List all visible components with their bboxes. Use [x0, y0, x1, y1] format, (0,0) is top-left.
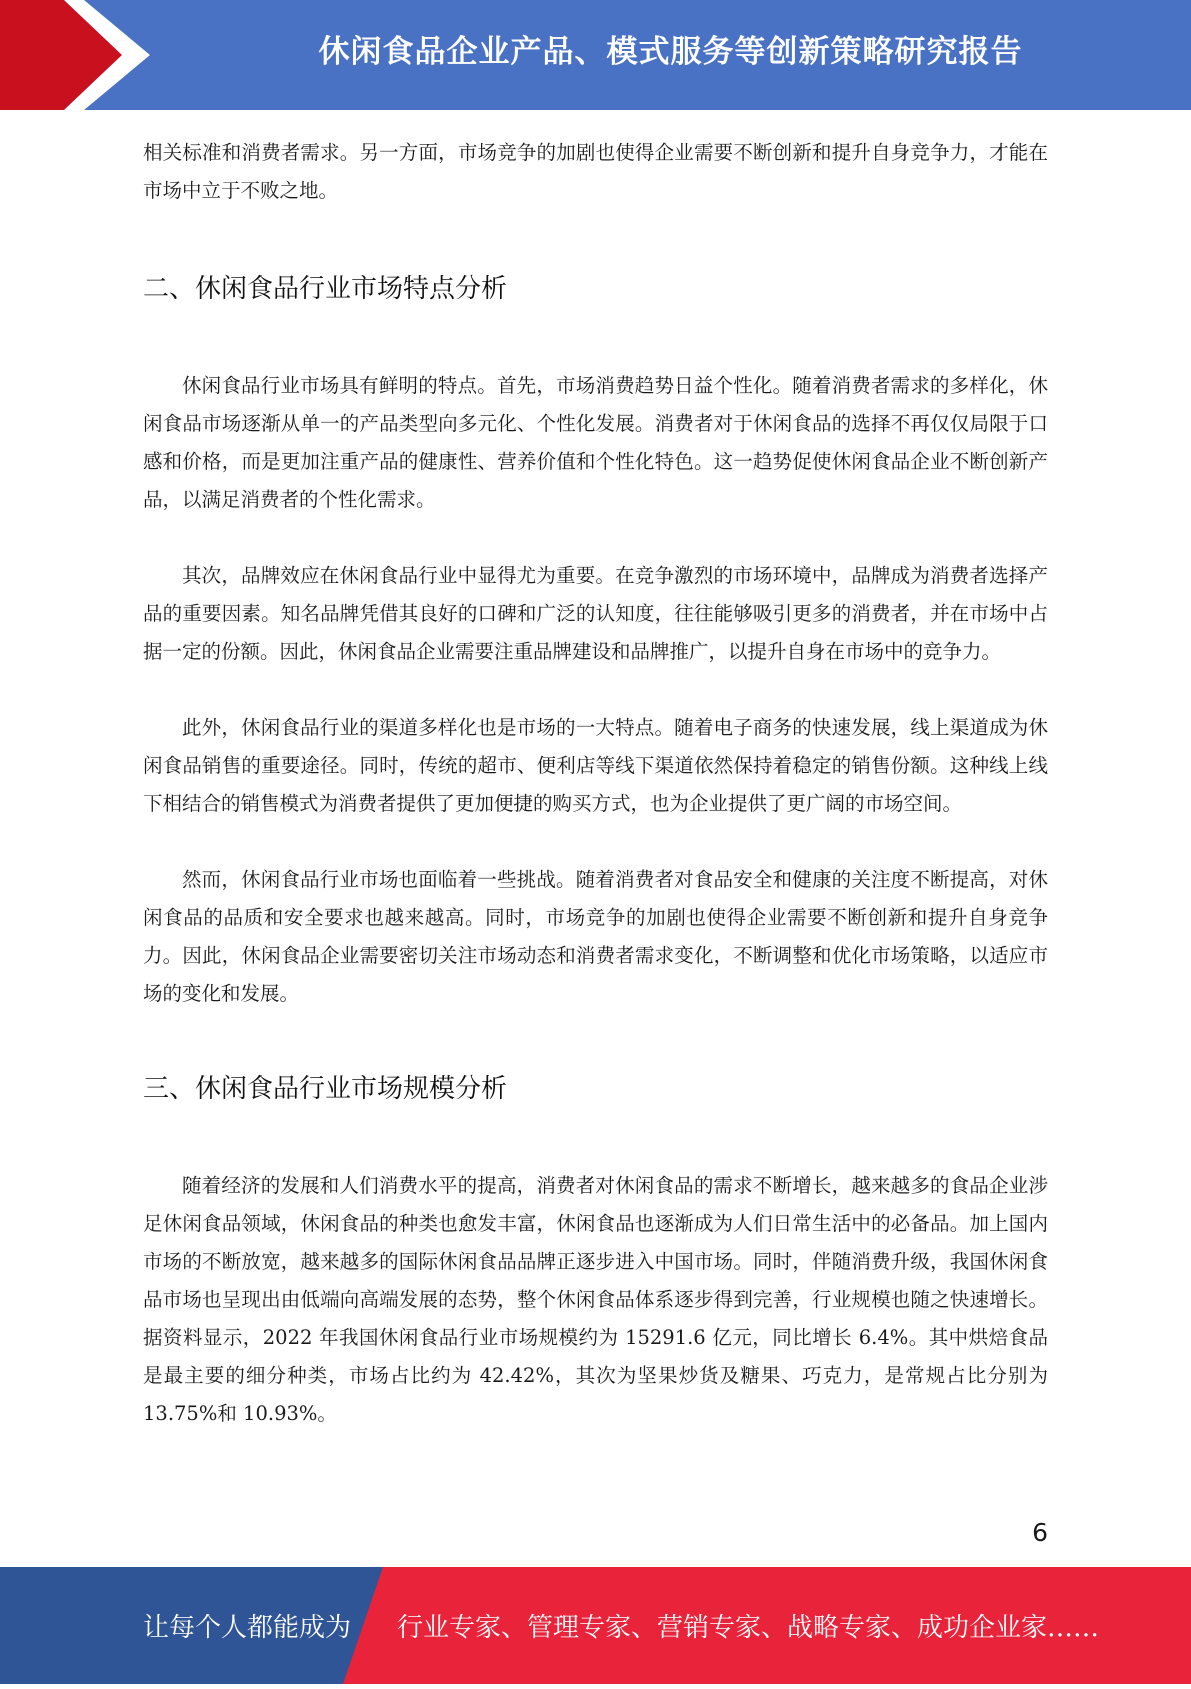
paragraph: 然而，休闲食品行业市场也面临着一些挑战。随着消费者对食品安全和健康的关注度不断提高，对休闲食品的品质和安全要求也越来越高。同时，市场竞争的加剧也使得企业需要不断创新和提升自身竞争力。因此，休闲食品企业需要密切关注市场动态和消费者需求变化，不断调整和优化市场策略，以适应市场的变化和发展。 — [143, 868, 1048, 1005]
paragraph: 此外，休闲食品行业的渠道多样化也是市场的一大特点。随着电子商务的快速发展，线上渠道成为休闲食品销售的重要途径。同时，传统的超市、便利店等线下渠道依然保持着稳定的销售份额。这种线上线下相结合的销售模式为消费者提供了更加便捷的购买方式，也为企业提供了更广阔的市场空间。 — [143, 716, 1048, 815]
footer-slogan-right: 行业专家、管理专家、营销专家、战略专家、成功企业家…… — [397, 1613, 1100, 1643]
section-heading-market-features: 二、休闲食品行业市场特点分析 — [143, 274, 508, 304]
header-arrow-icon — [0, 0, 160, 110]
page-header — [0, 0, 1191, 110]
report-title: 休闲食品企业产品、模式服务等创新策略研究报告 — [318, 34, 1023, 70]
page-footer — [0, 1567, 1191, 1684]
paragraph: 随着经济的发展和人们消费水平的提高，消费者对休闲食品的需求不断增长，越来越多的食品企业涉足休闲食品领域，休闲食品的种类也愈发丰富，休闲食品也逐渐成为人们日常生活中的必备品。加上国内市场的不断放宽，越来越多的国际休闲食品品牌正逐步进入中国市场。同时，伴随消费升级，我国休闲食品市场也呈现出由低端向高端发展的态势，整个休闲食品体系逐步得到完善，行业规模也随之快速增长。据资料显示，2022 年我国休闲食品行业市场规模约为 15291.6 亿元，同比增长 6.4%。其中烘焙食品是最主要的细分种类，市场占比约为 42.42%，其次为坚果炒货及糖果、巧克力，是常规占比分别为 13.75%和 10.93%。 — [143, 1174, 1048, 1425]
page-number: 6 — [1032, 1518, 1048, 1547]
page-content — [143, 134, 1048, 1433]
section-heading-market-size: 三、休闲食品行业市场规模分析 — [143, 1074, 508, 1104]
footer-slogan-left: 让每个人都能成为 — [143, 1613, 352, 1643]
paragraph: 休闲食品行业市场具有鲜明的特点。首先，市场消费趋势日益个性化。随着消费者需求的多样化，休闲食品市场逐渐从单一的产品类型向多元化、个性化发展。消费者对于休闲食品的选择不再仅仅局限于口感和价格，而是更加注重产品的健康性、营养价值和个性化特色。这一趋势促使休闲食品企业不断创新产品，以满足消费者的个性化需求。 — [143, 374, 1048, 511]
paragraph: 其次，品牌效应在休闲食品行业中显得尤为重要。在竞争激烈的市场环境中，品牌成为消费者选择产品的重要因素。知名品牌凭借其良好的口碑和广泛的认知度，往往能够吸引更多的消费者，并在市场中占据一定的份额。因此，休闲食品企业需要注重品牌建设和品牌推广，以提升自身在市场中的竞争力。 — [143, 564, 1048, 663]
intro-paragraph: 相关标准和消费者需求。另一方面，市场竞争的加剧也使得企业需要不断创新和提升自身竞争力，才能在市场中立于不败之地。 — [143, 141, 1048, 202]
